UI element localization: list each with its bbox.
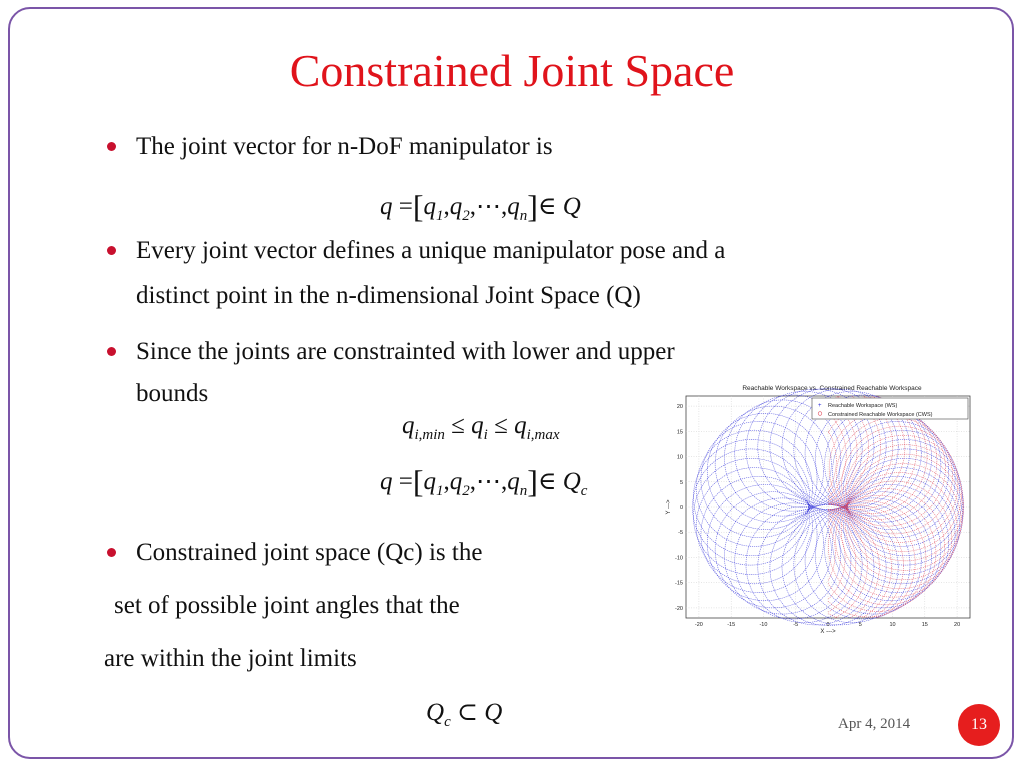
equation-constrained-vector: $q =[q_1,q_2,\cdots,q_n]\in$ $Q_c$ <box>380 463 588 499</box>
x-tick-label: 15 <box>921 622 928 628</box>
y-tick-label: -10 <box>675 555 683 562</box>
bullet-dot <box>107 246 116 255</box>
footer-date: Apr 4, 2014 <box>838 716 911 732</box>
x-tick-label: -5 <box>793 622 799 628</box>
equation-joint-vector: $q =[q_1,q_2,\cdots,q_n]\in$ Q <box>380 188 581 224</box>
slide-title: Constrained Joint Space <box>289 45 735 96</box>
bullet-dot <box>107 142 116 151</box>
y-tick-label: 20 <box>676 404 683 411</box>
bullet-text-continued: distinct point in the n-dimensional Joint Space (Q) <box>136 282 641 309</box>
y-tick-label: 5 <box>679 479 683 486</box>
x-tick-label: 10 <box>889 622 896 628</box>
y-tick-label: 0 <box>679 505 683 511</box>
y-tick-label: -5 <box>678 530 683 537</box>
bullet-text-continued: set of possible joint angles that the <box>114 592 460 619</box>
bullet-dot <box>107 347 116 356</box>
bullet-text: The joint vector for n-DoF manipulator is <box>136 133 553 160</box>
workspace-chart <box>662 380 980 636</box>
y-tick-label: -20 <box>675 605 683 612</box>
bullet-text: Since the joints are constrainted with lower and upper <box>136 338 675 365</box>
x-tick-label: 0 <box>826 622 830 628</box>
x-tick-label: -20 <box>694 622 703 628</box>
legend-label-ws: Reachable Workspace (WS) <box>828 403 898 409</box>
bullet-dot <box>107 548 116 557</box>
equation-subset: $Q_c$ ⊂ Q <box>426 699 503 730</box>
chart-legend <box>812 398 968 419</box>
bullet-text: Every joint vector defines a unique manipulator pose and a <box>136 237 726 264</box>
bullet-text: Constrained joint space (Qc) is the <box>136 539 483 566</box>
page-number-badge: 13 <box>958 704 1000 746</box>
x-axis-label: X ---> <box>820 629 836 635</box>
chart-title: Reachable Workspace vs. Constrained Reachable Workspace <box>742 385 922 392</box>
y-tick-label: -15 <box>675 580 683 587</box>
bullet-text-continued: are within the joint limits <box>104 645 357 672</box>
x-tick-label: 5 <box>858 622 862 628</box>
legend-marker-ws: + <box>818 403 822 409</box>
bullet-text-continued: bounds <box>136 380 209 407</box>
equation-joint-limits: $q_{i,min} \le q_i \le q_{i,max}$ <box>402 412 560 443</box>
y-axis-label: Y ---> <box>666 499 672 515</box>
y-tick-label: 10 <box>676 454 683 461</box>
x-tick-label: -15 <box>727 622 736 628</box>
x-tick-label: 20 <box>954 622 961 628</box>
legend-label-cws: Constrained Reachable Workspace (CWS) <box>828 412 933 418</box>
y-tick-label: 15 <box>676 429 683 436</box>
x-tick-label: -10 <box>759 622 768 628</box>
